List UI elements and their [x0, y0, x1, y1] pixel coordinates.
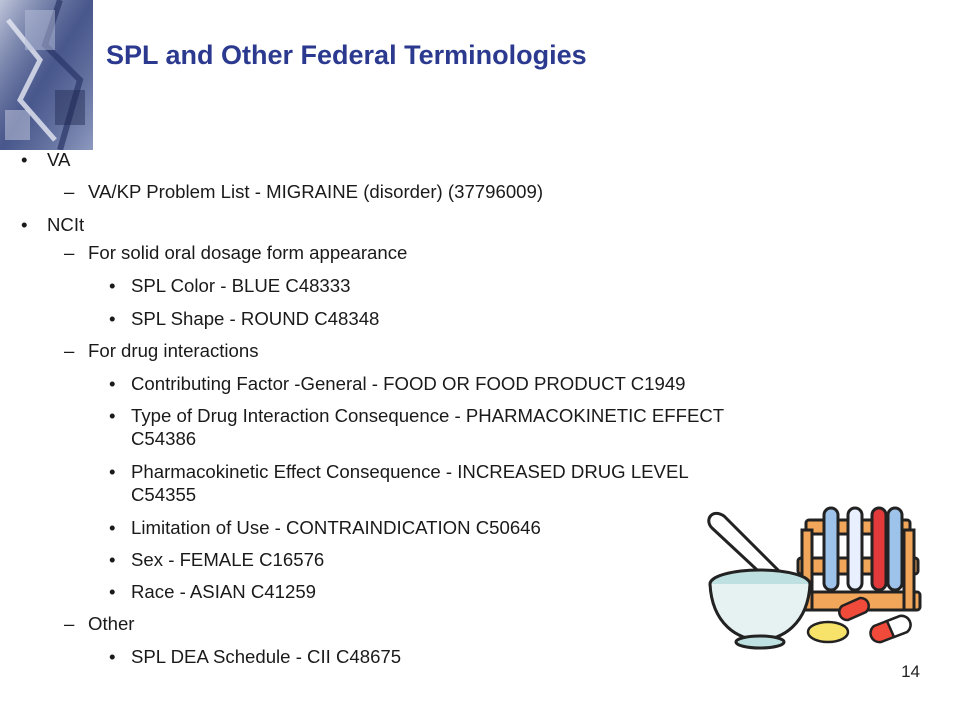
list-item-text: Type of Drug Interaction Consequence - PHARMACOKINETIC EFFECT: [131, 405, 725, 426]
bullet-marker: •: [109, 517, 116, 538]
list-item: [109, 460, 689, 484]
list-item: [109, 548, 325, 572]
list-item-text: VA: [47, 149, 71, 170]
list-item-continuation: C54386: [131, 428, 197, 449]
list-item-text: VA/KP Problem List - MIGRAINE (disorder) (37796009): [88, 181, 544, 202]
bullet-marker: •: [109, 275, 116, 296]
list-item: [64, 612, 135, 636]
bullet-marker: •: [109, 373, 116, 394]
bullet-marker: •: [109, 646, 116, 667]
dash-marker: –: [64, 340, 75, 361]
bullet-marker: •: [109, 405, 116, 426]
list-item: [109, 307, 380, 331]
list-item: [109, 516, 541, 540]
list-item: [109, 404, 725, 428]
list-item: [109, 372, 686, 396]
list-item-continuation: C54355: [131, 484, 197, 505]
list-item-text: For solid oral dosage form appearance: [88, 242, 408, 263]
list-item-text: Contributing Factor -General - FOOD OR FOOD PRODUCT C1949: [131, 373, 686, 394]
list-item-text: NCIt: [47, 214, 85, 235]
list-item: [109, 645, 402, 669]
list-item: [64, 339, 259, 363]
list-item: [109, 274, 351, 298]
list-item: [21, 213, 85, 237]
list-item-text: For drug interactions: [88, 340, 259, 361]
list-item-text: Other: [88, 613, 135, 634]
list-item-text: SPL Shape - ROUND C48348: [131, 308, 380, 329]
list-item-text: Pharmacokinetic Effect Consequence - INCREASED DRUG LEVEL: [131, 461, 689, 482]
list-item: [109, 580, 317, 604]
pharmacy-clipart-icon: [698, 500, 928, 660]
list-item: [21, 148, 71, 172]
slide-title: SPL and Other Federal Terminologies: [106, 40, 587, 70]
bullet-marker: •: [21, 149, 28, 170]
dash-marker: –: [64, 181, 75, 202]
bullet-marker: •: [21, 214, 28, 235]
page-number: 14: [901, 662, 920, 681]
list-item-text: Sex - FEMALE C16576: [131, 549, 325, 570]
bullet-marker: •: [109, 461, 116, 482]
list-item-text: Race - ASIAN C41259: [131, 581, 317, 602]
list-item-text: SPL DEA Schedule - CII C48675: [131, 646, 402, 667]
bullet-marker: •: [109, 549, 116, 570]
bullet-marker: •: [109, 308, 116, 329]
dash-marker: –: [64, 242, 75, 263]
dash-marker: –: [64, 613, 75, 634]
bullet-marker: •: [109, 581, 116, 602]
list-item-text: Limitation of Use - CONTRAINDICATION C50646: [131, 517, 541, 538]
list-item-text: SPL Color - BLUE C48333: [131, 275, 351, 296]
list-item: [64, 180, 544, 204]
list-item: [64, 241, 408, 265]
